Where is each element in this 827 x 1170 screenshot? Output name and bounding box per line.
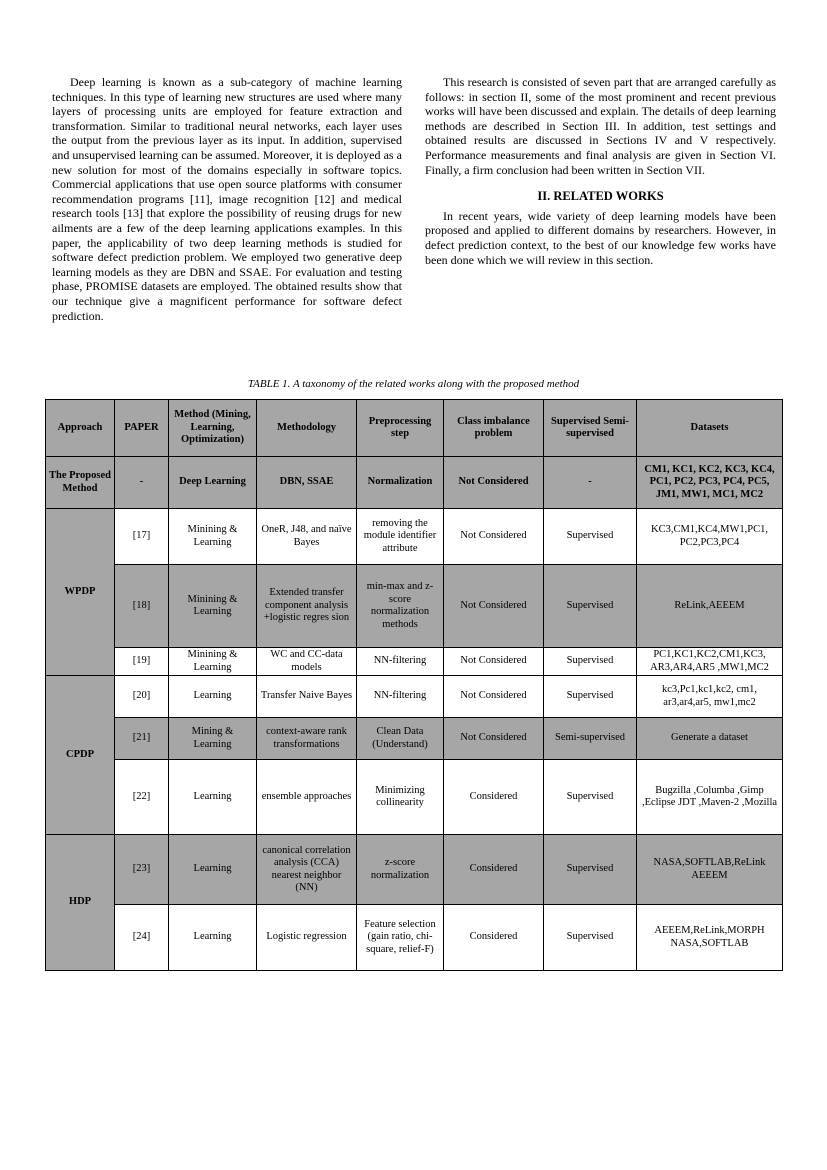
cell-datasets: ReLink,AEEEM	[637, 565, 783, 648]
left-column	[52, 75, 402, 323]
cell-supervision: Supervised	[544, 676, 637, 718]
cell-method: Learning	[169, 905, 257, 971]
header-paper: PAPER	[115, 400, 169, 457]
cell-datasets: PC1,KC1,KC2,CM1,KC3, AR3,AR4,AR5 ,MW1,MC2	[637, 648, 783, 676]
cell-imbalance: Not Considered	[444, 509, 544, 565]
table-row	[46, 835, 783, 905]
cell-supervision: Supervised	[544, 565, 637, 648]
cell-paper: [24]	[115, 905, 169, 971]
cell-method: Minining & Learning	[169, 648, 257, 676]
cell-methodology: Logistic regression	[257, 905, 357, 971]
section-heading-related-works: II. RELATED WORKS	[537, 189, 664, 204]
right-column	[425, 75, 776, 267]
cell-imbalance: Not Considered	[444, 457, 544, 509]
intro-paragraph: Deep learning is known as a sub-category of machine learning techniques. In this type of learning new structures are used where many layers of processing units are employed for feature extraction and transformation. Similar to traditional neural networks, each layer uses the output from the previous layer as its input. In addition, supervised and unsupervised learning can be assumed. Moreover, it is deployed as a new solution for most of the domains especially in software topics. Commercial applications that use open source platforms with consumer recommendation programs [11], image recognition [12] and medical research tools [13] that explore the possibility of reusing drugs for new ailments are a few of the deep learning applications examples. In this paper, the applicability of two deep learning methods is studied for software defect prediction problem. We employed two generative deep learning models as they are DBN and SSAE. For evaluation and testing phase, PROMISE datasets are employed. The obtained results show that our technique give a magnificent performance for software defect prediction.	[52, 75, 402, 323]
cell-paper: [18]	[115, 565, 169, 648]
cell-imbalance: Not Considered	[444, 648, 544, 676]
cell-methodology: ensemble approaches	[257, 760, 357, 835]
cell-imbalance: Not Considered	[444, 565, 544, 648]
table-caption: TABLE 1. A taxonomy of the related works along with the proposed method	[247, 378, 580, 390]
cell-preprocessing: NN-filtering	[357, 648, 444, 676]
cell-imbalance: Considered	[444, 835, 544, 905]
header-approach: Approach	[46, 400, 115, 457]
cell-paper: -	[115, 457, 169, 509]
header-imbalance: Class imbalance problem	[444, 400, 544, 457]
table-row	[46, 905, 783, 971]
cell-imbalance: Considered	[444, 905, 544, 971]
cell-datasets: AEEEM,ReLink,MORPH NASA,SOFTLAB	[637, 905, 783, 971]
cell-datasets: KC3,CM1,KC4,MW1,PC1, PC2,PC3,PC4	[637, 509, 783, 565]
cell-approach: The Proposed Method	[46, 457, 115, 509]
cell-preprocessing: min-max and z-score normalization methods	[357, 565, 444, 648]
cell-preprocessing: Minimizing collinearity	[357, 760, 444, 835]
cell-paper: [19]	[115, 648, 169, 676]
cell-methodology: DBN, SSAE	[257, 457, 357, 509]
header-method: Method (Mining, Learning, Optimization)	[169, 400, 257, 457]
cell-preprocessing: NN-filtering	[357, 676, 444, 718]
cell-method: Mining & Learning	[169, 718, 257, 760]
cell-preprocessing: removing the module identifier attribute	[357, 509, 444, 565]
cell-paper: [21]	[115, 718, 169, 760]
cell-datasets: CM1, KC1, KC2, KC3, KC4, PC1, PC2, PC3, PC4, PC5, JM1, MW1, MC1, MC2	[637, 457, 783, 509]
header-datasets: Datasets	[637, 400, 783, 457]
cell-imbalance: Considered	[444, 760, 544, 835]
cell-method: Learning	[169, 835, 257, 905]
header-preprocessing: Preprocessing step	[357, 400, 444, 457]
cell-supervision: Supervised	[544, 835, 637, 905]
cell-methodology: Transfer Naive Bayes	[257, 676, 357, 718]
cell-method: Minining & Learning	[169, 509, 257, 565]
cell-paper: [20]	[115, 676, 169, 718]
header-methodology: Methodology	[257, 400, 357, 457]
cell-method: Learning	[169, 760, 257, 835]
cell-methodology: WC and CC-data models	[257, 648, 357, 676]
cell-supervision: -	[544, 457, 637, 509]
table-row	[46, 676, 783, 718]
header-supervision: Supervised Semi-supervised	[544, 400, 637, 457]
cell-methodology: OneR, J48, and naïve Bayes	[257, 509, 357, 565]
cell-datasets: Bugzilla ,Columba ,Gimp ,Eclipse JDT ,Maven-2 ,Mozilla	[637, 760, 783, 835]
cell-preprocessing: z-score normalization	[357, 835, 444, 905]
cell-imbalance: Not Considered	[444, 718, 544, 760]
table-row	[46, 760, 783, 835]
cell-methodology: context-aware rank transformations	[257, 718, 357, 760]
group-cpdp: CPDP	[46, 676, 115, 835]
group-hdp: HDP	[46, 835, 115, 971]
cell-supervision: Supervised	[544, 905, 637, 971]
cell-supervision: Supervised	[544, 648, 637, 676]
table-row	[46, 648, 783, 676]
cell-supervision: Semi-supervised	[544, 718, 637, 760]
cell-paper: [22]	[115, 760, 169, 835]
cell-paper: [23]	[115, 835, 169, 905]
cell-preprocessing: Normalization	[357, 457, 444, 509]
cell-datasets: NASA,SOFTLAB,ReLink AEEEM	[637, 835, 783, 905]
cell-paper: [17]	[115, 509, 169, 565]
cell-methodology: canonical correlation analysis (CCA) nearest neighbor (NN)	[257, 835, 357, 905]
table-row	[46, 565, 783, 648]
cell-imbalance: Not Considered	[444, 676, 544, 718]
table-row-proposed	[46, 457, 783, 509]
cell-method: Learning	[169, 676, 257, 718]
organization-paragraph: This research is consisted of seven part that are arranged carefully as follows: in section II, some of the most prominent and recent previous works will have been discussed and explain. The details of deep learning methods are described in Section III. In addition, test settings and obtained results are discussed in Sections IV and V respectively. Performance measurements and final analysis are given in Section VI. Finally, a firm conclusion had been written in Section VII.	[425, 75, 776, 177]
cell-methodology: Extended transfer component analysis +logistic regres sion	[257, 565, 357, 648]
table-row	[46, 509, 783, 565]
cell-supervision: Supervised	[544, 760, 637, 835]
table-row	[46, 718, 783, 760]
cell-datasets: kc3,Pc1,kc1,kc2, cm1, ar3,ar4,ar5, mw1,mc2	[637, 676, 783, 718]
cell-preprocessing: Clean Data (Understand)	[357, 718, 444, 760]
cell-preprocessing: Feature selection (gain ratio, chi-square, relief-F)	[357, 905, 444, 971]
table-header-row	[46, 400, 783, 457]
cell-method: Deep Learning	[169, 457, 257, 509]
group-wpdp: WPDP	[46, 509, 115, 676]
related-works-paragraph: In recent years, wide variety of deep learning models have been proposed and applied to different domains by researchers. However, in defect prediction context, to the best of our knowledge few works have been done which we will review in this section.	[425, 208, 776, 267]
cell-method: Minining & Learning	[169, 565, 257, 648]
cell-datasets: Generate a dataset	[637, 718, 783, 760]
cell-supervision: Supervised	[544, 509, 637, 565]
taxonomy-table	[45, 399, 783, 971]
